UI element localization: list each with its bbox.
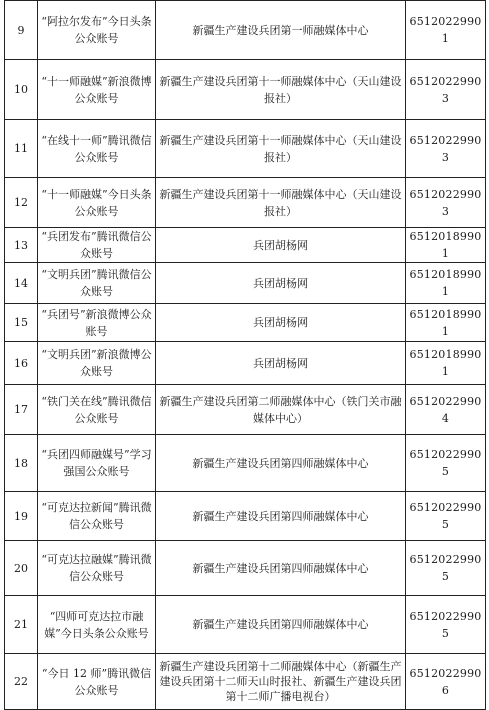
- account-name: “四师可克达拉市融媒”今日头条公众账号: [38, 596, 156, 654]
- organization-name: 兵团胡杨网: [156, 304, 406, 342]
- table-row: [5, 60, 486, 120]
- table-row: [5, 654, 486, 710]
- table-row: [5, 1, 486, 60]
- row-number: 10: [5, 60, 38, 120]
- row-number: 13: [5, 228, 38, 263]
- account-name: “兵团四师融媒号”学习强国公众账号: [38, 435, 156, 492]
- account-name: “文明兵团”腾讯微信公众账号: [38, 263, 156, 304]
- registration-code: 65120229905: [406, 541, 486, 596]
- row-number: 9: [5, 1, 38, 60]
- row-number: 15: [5, 304, 38, 342]
- organization-name: 兵团胡杨网: [156, 263, 406, 304]
- account-name: “可克达拉融媒”腾讯微信公众账号: [38, 541, 156, 596]
- row-number: 14: [5, 263, 38, 304]
- registry-table: [4, 0, 486, 710]
- organization-name: 新疆生产建设兵团第二师融媒体中心（铁门关市融媒体中心）: [156, 385, 406, 435]
- organization-name: 新疆生产建设兵团第十一师融媒体中心（天山建设报社）: [156, 60, 406, 120]
- account-name: “今日 12 师”腾讯微信公众账号: [38, 654, 156, 710]
- row-number: 11: [5, 120, 38, 178]
- row-number: 20: [5, 541, 38, 596]
- registration-code: 65120229905: [406, 596, 486, 654]
- account-name: “文明兵团”新浪微博公众账号: [38, 342, 156, 385]
- registration-code: 65120189901: [406, 342, 486, 385]
- table-row: [5, 385, 486, 435]
- registration-code: 65120189901: [406, 263, 486, 304]
- table-row: [5, 304, 486, 342]
- row-number: 12: [5, 178, 38, 228]
- registration-code: 65120229903: [406, 120, 486, 178]
- row-number: 17: [5, 385, 38, 435]
- organization-name: 新疆生产建设兵团第四师融媒体中心: [156, 541, 406, 596]
- row-number: 21: [5, 596, 38, 654]
- registration-code: 65120229905: [406, 435, 486, 492]
- registration-code: 65120229904: [406, 385, 486, 435]
- table-row: [5, 263, 486, 304]
- table-row: [5, 541, 486, 596]
- row-number: 16: [5, 342, 38, 385]
- registration-code: 65120229906: [406, 654, 486, 710]
- row-number: 18: [5, 435, 38, 492]
- organization-name: 新疆生产建设兵团第十二师融媒体中心（新疆生产建设兵团第十二师天山时报社、新疆生产建设兵团第十二师广播电视台）: [156, 654, 406, 710]
- organization-name: 兵团胡杨网: [156, 228, 406, 263]
- table-row: [5, 228, 486, 263]
- organization-name: 新疆生产建设兵团第四师融媒体中心: [156, 596, 406, 654]
- table-row: [5, 178, 486, 228]
- row-number: 19: [5, 492, 38, 541]
- table-row: [5, 120, 486, 178]
- organization-name: 新疆生产建设兵团第一师融媒体中心: [156, 1, 406, 60]
- registration-code: 65120229903: [406, 60, 486, 120]
- organization-name: 新疆生产建设兵团第四师融媒体中心: [156, 492, 406, 541]
- organization-name: 新疆生产建设兵团第十一师融媒体中心（天山建设报社）: [156, 178, 406, 228]
- registration-code: 65120189901: [406, 304, 486, 342]
- registration-code: 65120229903: [406, 178, 486, 228]
- organization-name: 新疆生产建设兵团第十一师融媒体中心（天山建设报社）: [156, 120, 406, 178]
- account-name: “十一师融媒”新浪微博公众账号: [38, 60, 156, 120]
- organization-name: 兵团胡杨网: [156, 342, 406, 385]
- account-name: “阿拉尔发布”今日头条公众账号: [38, 1, 156, 60]
- table-row: [5, 596, 486, 654]
- account-name: “兵团号”新浪微博公众账号: [38, 304, 156, 342]
- account-name: “在线十一师”腾讯微信公众账号: [38, 120, 156, 178]
- registration-code: 65120229901: [406, 1, 486, 60]
- table-row: [5, 342, 486, 385]
- account-name: “兵团发布”腾讯微信公众账号: [38, 228, 156, 263]
- table-row: [5, 492, 486, 541]
- table-row: [5, 435, 486, 492]
- row-number: 22: [5, 654, 38, 710]
- account-name: “十一师融媒”今日头条公众账号: [38, 178, 156, 228]
- account-name: “铁门关在线”腾讯微信公众账号: [38, 385, 156, 435]
- organization-name: 新疆生产建设兵团第四师融媒体中心: [156, 435, 406, 492]
- registration-code: 65120189901: [406, 228, 486, 263]
- registration-code: 65120229905: [406, 492, 486, 541]
- account-name: “可克达拉新闻”腾讯微信公众账号: [38, 492, 156, 541]
